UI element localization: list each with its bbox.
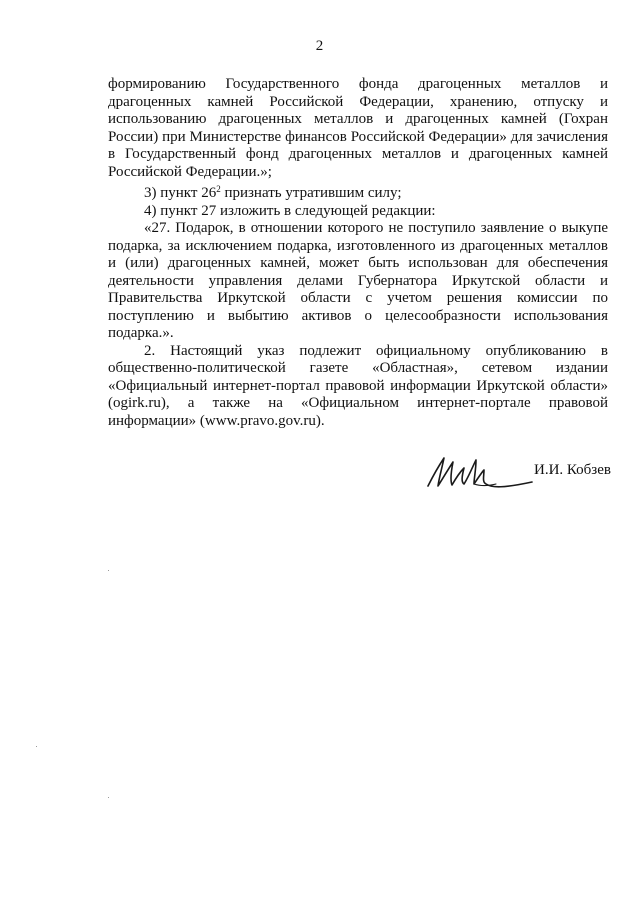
item-3-suffix: признать утратившим силу; [220,185,402,201]
item-4: 4) пункт 27 изложить в следующей редакции: [144,202,436,219]
scan-speck [108,797,109,798]
handwritten-signature [424,448,534,498]
scan-speck [108,570,109,571]
item-3 [108,181,608,203]
signer-name: И.И. Кобзев [534,462,611,478]
quoted-point-27: «27. Подарок, в отношении которого не поступило заявление о выкупе подарка, за исключением подарка, изготовленного из драгоценных металлов и (или) драгоценных камней, может быть использован для обеспечения деятельности управления делами Губернатора Иркутской области и Правительства Иркутской области с учетом решения комиссии по поступлению и выбытию активов о целесообразности использования подарка.». [108,220,608,341]
item-3-text: 3) пункт 26 [144,185,217,201]
scan-speck [36,746,37,747]
section-2: 2. Настоящий указ подлежит официальному опубликованию в общественно-политической газете «Областная», сетевом издании «Официальный интернет-портал правовой информации Иркутской области» (ogirk.ru), а также на «Официальном интернет-портале правовой информации» (www.pravo.gov.ru). [108,342,608,429]
paragraph-continuation: формированию Государственного фонда драгоценных металлов и драгоценных камней Российской Федерации, хранению, отпуску и использованию драгоценных металлов и драгоценных камней (Гохран России) при Министерстве финансов Российской Федерации» для зачисления в Государственный фонд драгоценных металлов и драгоценных камней Российской Федерации.»; [108,76,608,180]
signature-block [424,448,624,508]
page-number: 2 [315,38,324,54]
item-3-superscript: 2 [216,184,221,194]
document-body [108,76,608,430]
